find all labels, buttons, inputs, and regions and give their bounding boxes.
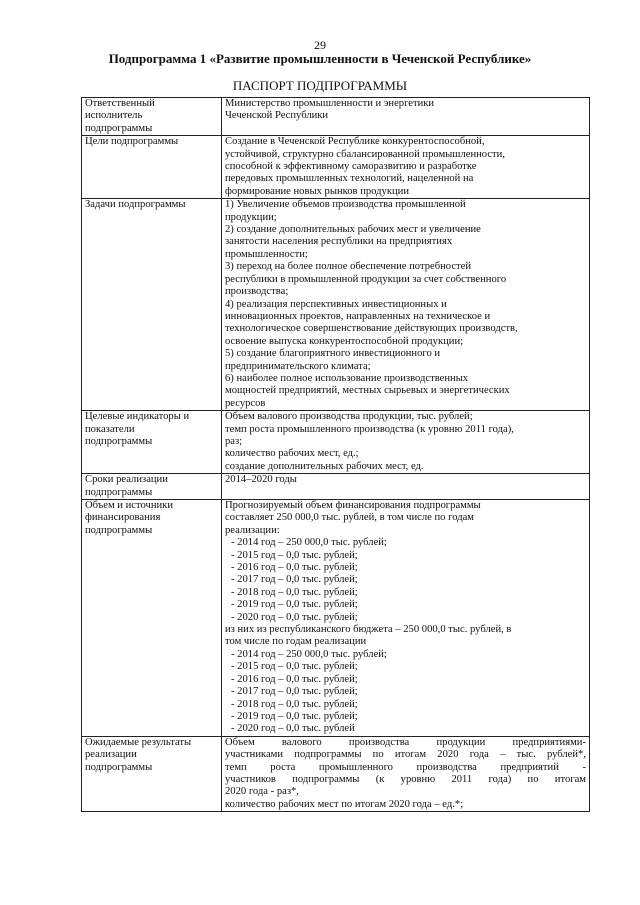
table-row (82, 199, 590, 411)
row-label-cell (82, 736, 222, 811)
row-content-line: - 2017 год – 0,0 тыс. рублей; (231, 574, 358, 586)
table-row (82, 411, 590, 474)
row-label-cell (82, 411, 222, 474)
table-row (82, 474, 590, 500)
row-label-line: Целевые индикаторы и (85, 411, 190, 423)
row-content-cell (222, 474, 590, 500)
row-content-line: 4) реализация перспективных инвестиционных и (225, 298, 447, 310)
row-content-line: раз; (225, 435, 243, 447)
row-content-line: Чеченской Республики (225, 110, 329, 122)
row-label-line: исполнитель (85, 110, 143, 122)
table-row (82, 500, 590, 737)
row-content-line: количество рабочих мест, ед.; (225, 448, 359, 460)
row-label-line: Задачи подпрограммы (85, 199, 186, 211)
row-content-line: - 2015 год – 0,0 тыс. рублей; (231, 661, 358, 673)
row-label-line: показатели (85, 423, 135, 435)
row-label-line: подпрограммы (85, 761, 153, 773)
row-content-line: - 2016 год – 0,0 тыс. рублей; (231, 673, 358, 685)
page-number: 29 (314, 38, 326, 52)
row-content-cell (222, 500, 590, 737)
row-content-line: занятости населения республики на предприятиях (225, 236, 453, 248)
row-content-line: - 2016 год – 0,0 тыс. рублей; (231, 562, 358, 574)
row-content-line: 3) переход на более полное обеспечение потребностей (225, 261, 472, 273)
row-content-line: - 2014 год – 250 000,0 тыс. рублей; (231, 648, 387, 660)
row-label-cell (82, 474, 222, 500)
row-content-line: Объем валового производства продукции предприятиями- (225, 736, 586, 748)
row-label-cell (82, 500, 222, 737)
row-content-line: создание дополнительных рабочих мест, ед. (225, 460, 424, 472)
row-content-cell (222, 199, 590, 411)
row-content-line: республики в промышленной продукции за счет собственного (225, 273, 507, 285)
row-content-line: промышленности; (225, 248, 308, 260)
row-content-line: инновационных проектов, направленных на техническое и (225, 310, 491, 322)
row-content-line: - 2015 год – 0,0 тыс. рублей; (231, 549, 358, 561)
passport-table-body (82, 98, 590, 812)
row-content-line: - 2019 год – 0,0 тыс. рублей; (231, 710, 358, 722)
row-content-line: - 2017 год – 0,0 тыс. рублей; (231, 686, 358, 698)
row-content-line: - 2020 год – 0,0 тыс. рублей; (231, 611, 358, 623)
row-content-line: - 2018 год – 0,0 тыс. рублей; (231, 586, 358, 598)
row-label-cell (82, 98, 222, 136)
page-title: Подпрограмма 1 «Развитие промышленности в Чеченской Республике» (108, 51, 532, 66)
passport-table (81, 97, 590, 812)
row-content-line: темп роста промышленного производства предприятий - (225, 761, 586, 773)
row-label-line: Ожидаемые результаты (85, 736, 192, 748)
row-content-line: технологическое совершенствование действующих производств, (225, 323, 518, 335)
row-content-line: из них из республиканского бюджета – 250 000,0 тыс. рублей, в (225, 624, 512, 636)
row-label-line: подпрограммы (85, 435, 153, 447)
row-content-line: темп роста промышленного производства (к уровню 2011 года), (225, 423, 514, 435)
row-content-line: производства; (225, 286, 289, 298)
row-content-line: способной к эффективному саморазвитию и разработке (225, 161, 477, 173)
row-content-line: том числе по годам реализации (225, 636, 367, 648)
row-label-line: реализации (85, 749, 137, 761)
row-content-line: 2020 года - раз*, (225, 786, 299, 798)
row-label-line: Ответственный (85, 98, 155, 109)
row-content-line: участниками подпрограммы по итогам 2020 года – тыс. рублей*, (225, 749, 586, 761)
row-content-line: 2) создание дополнительных рабочих мест и увеличение (225, 224, 481, 236)
row-content-line: Объем валового производства продукции, тыс. рублей; (225, 411, 473, 423)
row-content-cell (222, 411, 590, 474)
row-label-cell (82, 199, 222, 411)
row-content-line: количество рабочих мест по итогам 2020 года – ед.*; (225, 798, 464, 810)
row-content-line: 5) создание благоприятного инвестиционного и (225, 348, 441, 360)
row-label-line: подпрограммы (85, 524, 153, 536)
table-row (82, 98, 590, 136)
row-label-line: подпрограммы (85, 122, 153, 134)
row-content-line: Создание в Чеченской Республике конкурентоспособной, (225, 136, 485, 148)
row-content-line: формирование новых рынков продукции (225, 185, 409, 197)
row-content-line: 6) наиболее полное использование производственных (225, 372, 469, 384)
row-label-cell (82, 136, 222, 199)
row-label-line: Цели подпрограммы (85, 136, 179, 148)
row-content-line: предпринимательского климата; (225, 360, 371, 372)
row-content-line: продукции; (225, 211, 277, 223)
row-content-line: участников подпрограммы (к уровню 2011 года) по итогам (225, 773, 586, 785)
row-content-line: - 2020 год – 0,0 тыс. рублей (231, 723, 355, 735)
section-subtitle: ПАСПОРТ ПОДПРОГРАММЫ (232, 78, 408, 93)
table-row (82, 136, 590, 199)
row-content-line: мощностей предприятий, местных сырьевых и энергетических (225, 385, 510, 397)
row-content-cell (222, 736, 590, 811)
row-content-line: освоение выпуска конкурентоспособной продукции; (225, 335, 464, 347)
row-content-cell (222, 136, 590, 199)
row-content-line: - 2014 год – 250 000,0 тыс. рублей; (231, 537, 387, 549)
row-content-line: - 2018 год – 0,0 тыс. рублей; (231, 698, 358, 710)
row-content-line: 1) Увеличение объемов производства промышленной (225, 199, 466, 211)
row-content-line: составляет 250 000,0 тыс. рублей, в том числе по годам (225, 512, 474, 524)
row-content-line: передовых промышленных технологий, нацеленной на (225, 173, 474, 185)
row-label-line: подпрограммы (85, 486, 153, 498)
row-content-cell (222, 98, 590, 136)
row-content-line: реализации: (225, 524, 280, 536)
row-label-line: Сроки реализации (85, 474, 168, 486)
row-content-line: ресурсов (225, 397, 266, 409)
row-label-line: Объем и источники (85, 500, 173, 511)
row-content-line: Прогнозируемый объем финансирования подпрограммы (225, 500, 481, 511)
row-content-line: - 2019 год – 0,0 тыс. рублей; (231, 599, 358, 611)
row-content-line: 2014–2020 годы (225, 474, 297, 486)
row-label-line: финансирования (85, 512, 161, 524)
table-row (82, 736, 590, 811)
row-content-line: Министерство промышленности и энергетики (225, 98, 435, 109)
row-content-line: устойчивой, структурно сбалансированной промышленности, (225, 148, 505, 160)
